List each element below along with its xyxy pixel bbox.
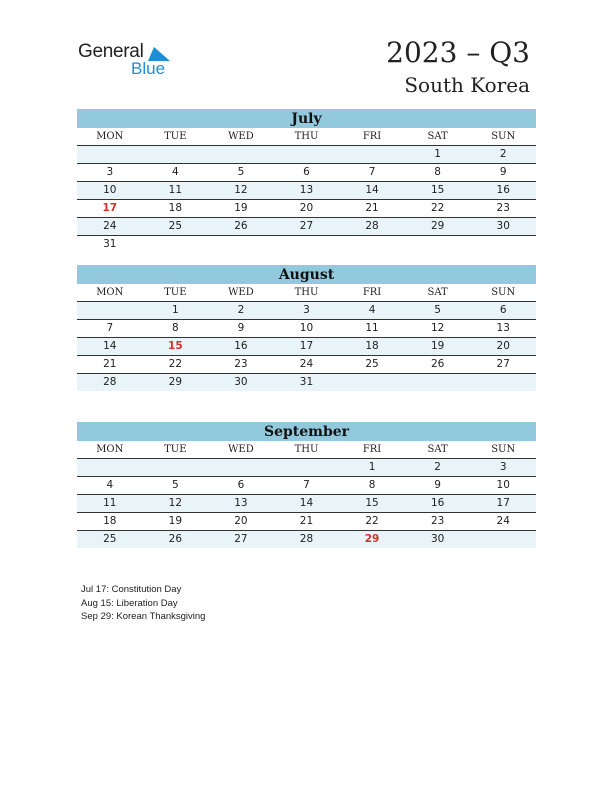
day-cell: 12 — [234, 184, 248, 196]
generalblue-logo — [78, 41, 178, 81]
day-cell — [77, 146, 143, 163]
week-row — [77, 146, 536, 164]
day-cell — [143, 459, 209, 476]
weekday-label: TUE — [143, 284, 209, 302]
day-cell — [143, 236, 209, 253]
day-cell: 15 — [430, 184, 445, 196]
day-cell: 7 — [368, 166, 376, 178]
week-row — [77, 236, 536, 253]
weekday-label: FRI — [339, 441, 405, 459]
day-cell: 18 — [168, 202, 183, 214]
day-cell: 11 — [365, 322, 379, 334]
day-cell: 17 — [496, 497, 510, 509]
day-cell — [470, 374, 536, 391]
day-cell: 19 — [430, 340, 445, 352]
weekday-header-row — [77, 128, 536, 146]
country-subtitle: South Korea — [404, 73, 530, 97]
week-row — [77, 320, 536, 338]
day-cell: 3 — [303, 304, 310, 316]
day-cell: 12 — [168, 497, 183, 509]
holiday-notes — [81, 583, 205, 624]
week-row — [77, 459, 536, 477]
day-cell: 23 — [234, 358, 248, 370]
month-august — [77, 265, 536, 391]
day-cell: 25 — [103, 533, 117, 545]
weekday-label: THU — [274, 128, 340, 146]
page-title: 2023 – Q3 — [386, 36, 530, 69]
day-cell: 29 — [430, 220, 445, 232]
day-cell — [274, 146, 340, 163]
weekday-label: SAT — [405, 284, 471, 302]
weekday-label: SAT — [405, 128, 471, 146]
day-cell: 19 — [168, 515, 183, 527]
day-cell — [208, 459, 274, 476]
day-cell: 30 — [496, 220, 510, 232]
day-cell — [339, 236, 405, 253]
day-cell: 27 — [299, 220, 314, 232]
day-cell: 9 — [499, 166, 507, 178]
day-cell: 1 — [434, 148, 441, 160]
day-cell: 30 — [430, 533, 445, 545]
day-cell — [77, 459, 143, 476]
day-cell: 13 — [234, 497, 248, 509]
weekday-label: SAT — [405, 441, 471, 459]
day-cell: 12 — [430, 322, 445, 334]
weekday-label: FRI — [339, 128, 405, 146]
logo-text-general: General — [78, 41, 144, 62]
day-cell: 28 — [103, 376, 117, 388]
day-cell: 7 — [106, 322, 114, 334]
day-cell: 3 — [499, 461, 507, 473]
day-cell — [405, 236, 471, 253]
day-cell: 25 — [168, 220, 183, 232]
holiday-note: Aug 15: Liberation Day — [81, 597, 178, 609]
day-cell: 4 — [368, 304, 376, 316]
day-cell: 5 — [172, 479, 179, 491]
week-row — [77, 200, 536, 218]
weekday-label: FRI — [339, 284, 405, 302]
month-name: September — [77, 422, 536, 441]
day-cell — [77, 302, 143, 319]
day-cell: 21 — [103, 358, 117, 370]
holiday-day-cell: 17 — [102, 202, 118, 214]
weekday-label: WED — [208, 441, 274, 459]
holiday-note: Jul 17: Constitution Day — [81, 584, 182, 595]
day-cell: 8 — [368, 479, 376, 491]
day-cell: 30 — [234, 376, 248, 388]
day-cell: 7 — [303, 479, 310, 491]
day-cell — [339, 146, 405, 163]
holiday-day-cell: 29 — [364, 533, 380, 545]
day-cell: 9 — [434, 479, 441, 491]
month-name: July — [77, 109, 536, 128]
day-cell: 18 — [365, 340, 379, 352]
day-cell: 25 — [365, 358, 379, 370]
day-cell: 14 — [299, 497, 314, 509]
day-cell: 6 — [499, 304, 507, 316]
day-cell — [470, 236, 536, 253]
day-cell: 11 — [103, 497, 117, 509]
day-cell: 26 — [430, 358, 445, 370]
day-cell — [208, 236, 274, 253]
day-cell: 13 — [496, 322, 510, 334]
day-cell: 11 — [168, 184, 183, 196]
week-row — [77, 477, 536, 495]
weekday-label: SUN — [470, 441, 536, 459]
day-cell: 24 — [496, 515, 510, 527]
day-cell: 5 — [237, 166, 245, 178]
day-cell: 31 — [299, 376, 314, 388]
day-cell: 10 — [496, 479, 510, 491]
day-cell: 24 — [299, 358, 314, 370]
weekday-label: SUN — [470, 284, 536, 302]
day-cell: 8 — [434, 166, 441, 178]
day-cell — [274, 459, 340, 476]
weekday-label: WED — [208, 284, 274, 302]
day-cell: 26 — [168, 533, 183, 545]
month-july — [77, 109, 536, 253]
day-cell — [339, 374, 405, 391]
week-row — [77, 218, 536, 236]
weekday-label: MON — [77, 441, 143, 459]
weekday-label: THU — [274, 284, 340, 302]
day-cell: 28 — [299, 533, 314, 545]
day-cell: 6 — [237, 479, 245, 491]
day-cell: 2 — [434, 461, 441, 473]
day-cell: 16 — [496, 184, 510, 196]
day-cell: 26 — [234, 220, 248, 232]
day-cell: 19 — [234, 202, 248, 214]
day-cell: 4 — [172, 166, 179, 178]
weekday-header-row — [77, 284, 536, 302]
weekday-label: TUE — [143, 441, 209, 459]
day-cell: 22 — [365, 515, 379, 527]
week-row — [77, 338, 536, 356]
day-cell: 22 — [168, 358, 183, 370]
weekday-label: MON — [77, 128, 143, 146]
weekday-label: WED — [208, 128, 274, 146]
day-cell: 22 — [430, 202, 445, 214]
day-cell: 27 — [496, 358, 510, 370]
day-cell: 1 — [368, 461, 376, 473]
day-cell: 5 — [434, 304, 441, 316]
week-row — [77, 356, 536, 374]
weekday-label: THU — [274, 441, 340, 459]
day-cell: 10 — [299, 322, 314, 334]
week-row — [77, 513, 536, 531]
day-cell: 15 — [365, 497, 379, 509]
day-cell: 28 — [365, 220, 379, 232]
day-cell: 23 — [430, 515, 445, 527]
day-cell: 16 — [430, 497, 445, 509]
weekday-label: MON — [77, 284, 143, 302]
day-cell — [405, 374, 471, 391]
day-cell — [208, 146, 274, 163]
day-cell: 20 — [299, 202, 314, 214]
day-cell: 17 — [299, 340, 314, 352]
day-cell: 2 — [237, 304, 245, 316]
day-cell: 18 — [103, 515, 117, 527]
day-cell: 3 — [106, 166, 114, 178]
logo-text-blue: Blue — [131, 59, 166, 78]
week-row — [77, 302, 536, 320]
day-cell: 23 — [496, 202, 510, 214]
day-cell: 4 — [106, 479, 114, 491]
day-cell: 16 — [234, 340, 248, 352]
day-cell: 2 — [499, 148, 507, 160]
week-row — [77, 164, 536, 182]
day-cell: 21 — [299, 515, 314, 527]
day-cell: 8 — [172, 322, 179, 334]
day-cell: 6 — [303, 166, 310, 178]
day-cell: 20 — [496, 340, 510, 352]
day-cell: 31 — [103, 238, 117, 250]
day-cell: 21 — [365, 202, 379, 214]
week-row — [77, 495, 536, 513]
day-cell: 14 — [103, 340, 117, 352]
week-row — [77, 531, 536, 548]
day-cell: 24 — [103, 220, 117, 232]
day-cell: 27 — [234, 533, 248, 545]
weekday-label: SUN — [470, 128, 536, 146]
weekday-header-row — [77, 441, 536, 459]
month-name: August — [77, 265, 536, 284]
day-cell — [274, 236, 340, 253]
day-cell: 1 — [172, 304, 179, 316]
day-cell: 13 — [299, 184, 314, 196]
week-row — [77, 182, 536, 200]
week-row — [77, 374, 536, 391]
day-cell: 29 — [168, 376, 183, 388]
day-cell: 9 — [237, 322, 245, 334]
day-cell — [143, 146, 209, 163]
day-cell: 20 — [234, 515, 248, 527]
day-cell: 10 — [103, 184, 117, 196]
day-cell: 14 — [365, 184, 379, 196]
day-cell — [470, 531, 536, 548]
holiday-note: Sep 29: Korean Thanksgiving — [81, 611, 206, 623]
holiday-day-cell: 15 — [168, 340, 183, 352]
weekday-label: TUE — [143, 128, 209, 146]
month-september — [77, 422, 536, 548]
